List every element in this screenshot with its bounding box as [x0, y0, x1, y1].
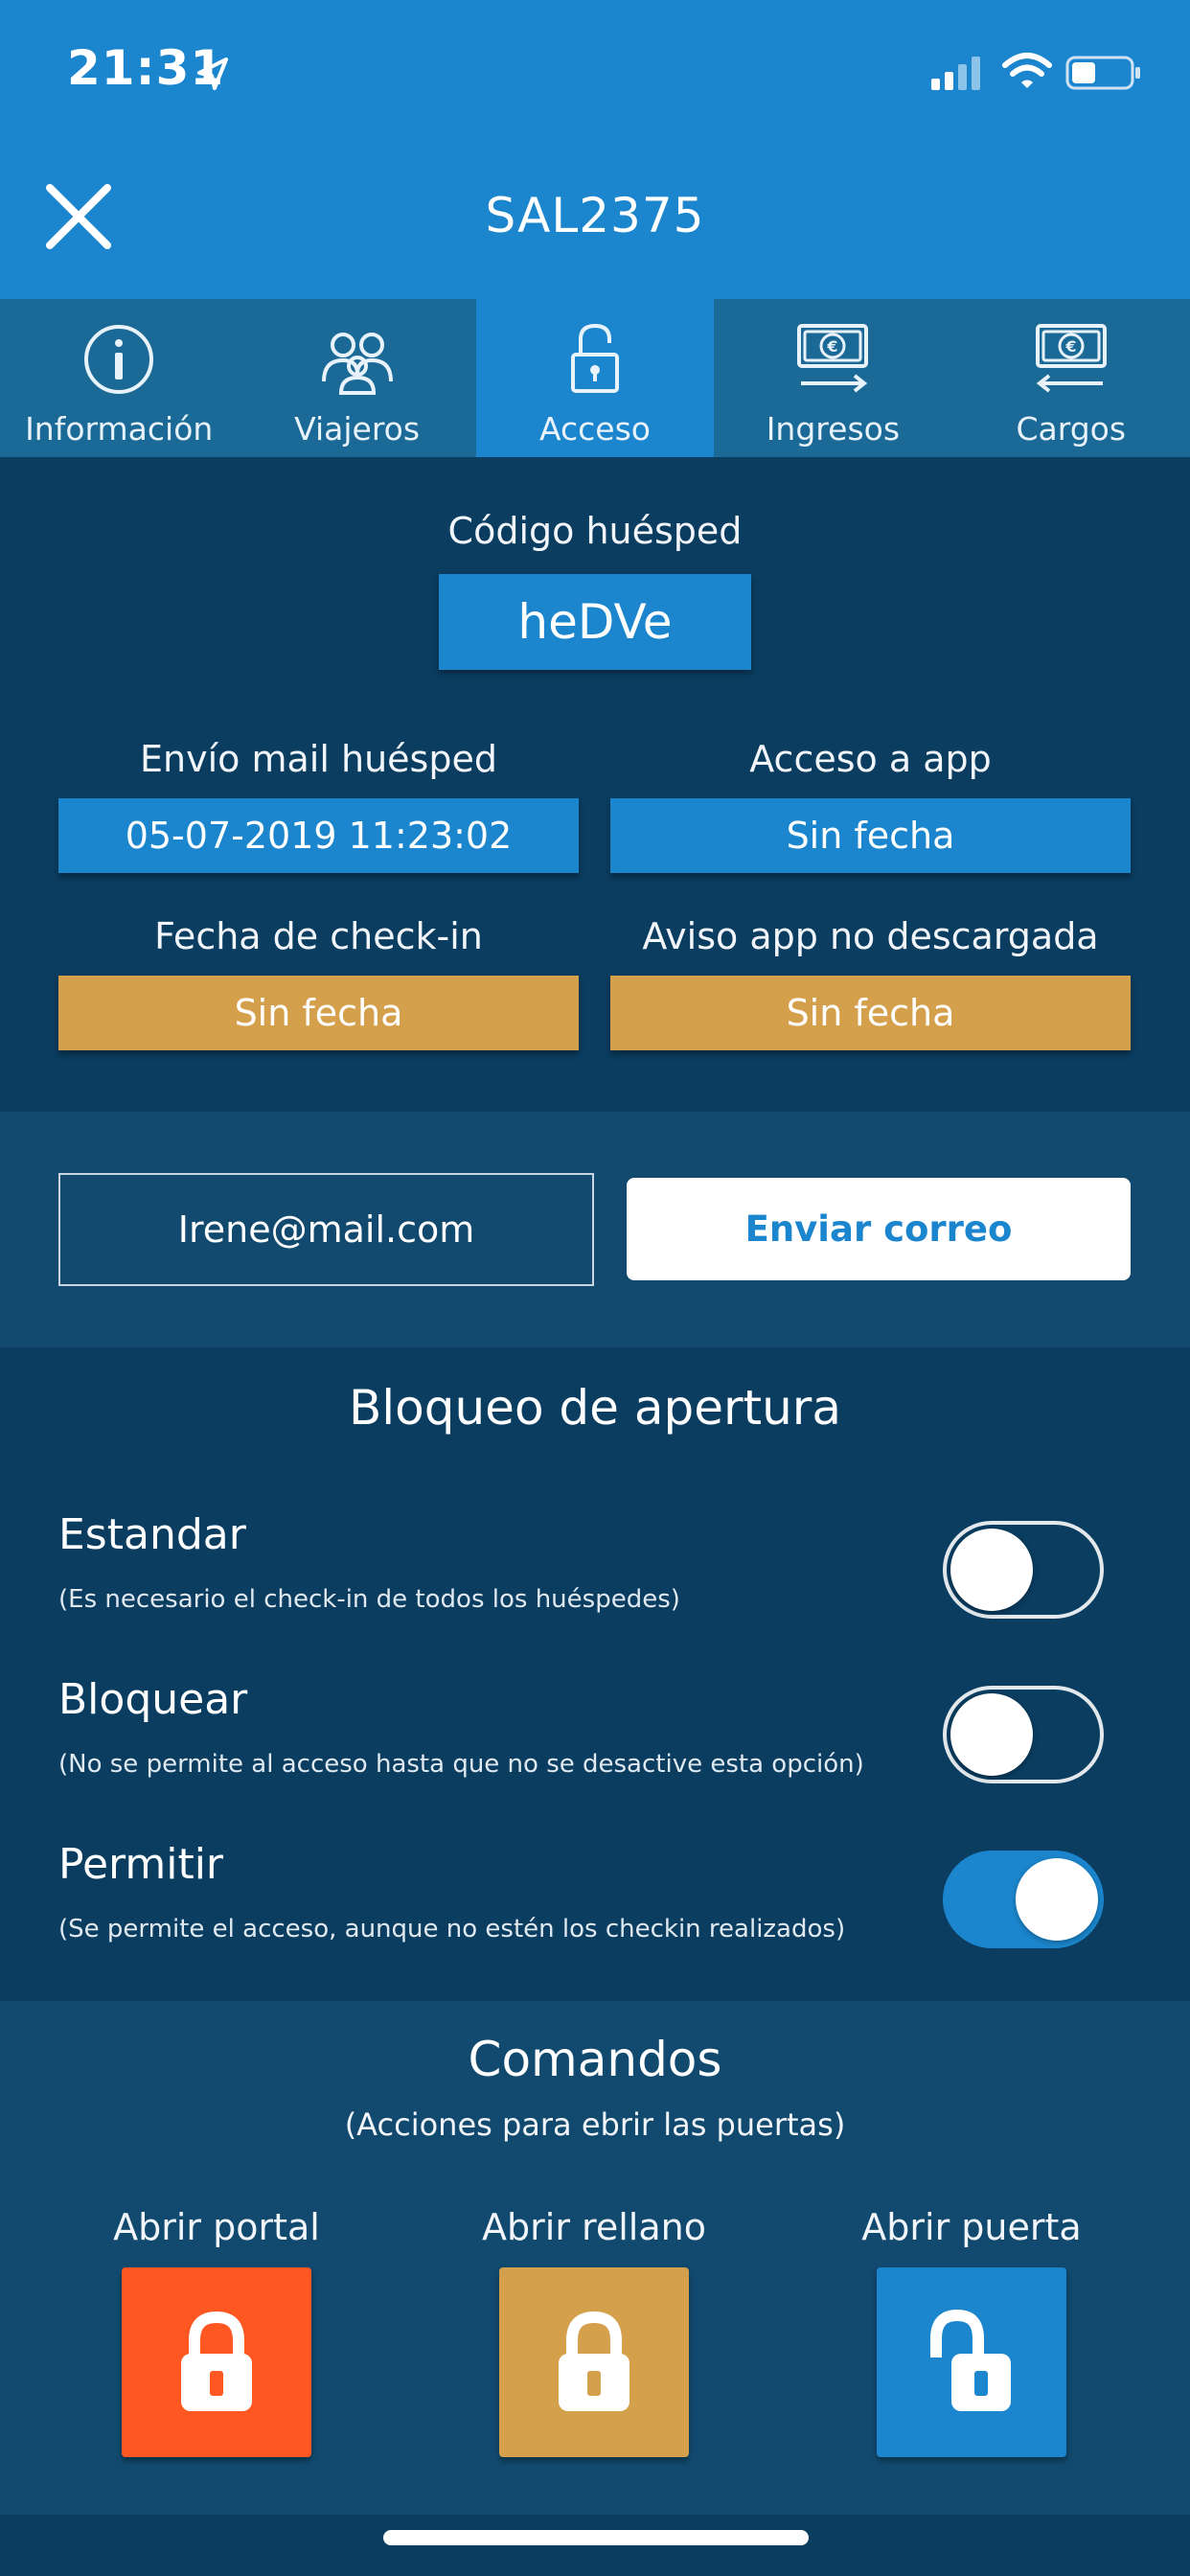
checkin-date-label: Fecha de check-in: [154, 915, 483, 957]
guest-code-label: Código huésped: [447, 510, 743, 552]
option-title-estandar: Estandar: [58, 1510, 246, 1559]
lock-open-icon: [928, 2310, 1015, 2415]
app-header: [0, 0, 1190, 299]
open-door-label: Abrir puerta: [861, 2206, 1082, 2248]
option-desc-bloquear: (No se permite al acceso hasta que no se desactive esta opción): [58, 1750, 864, 1779]
option-desc-permitir: (Se permite el acceso, aunque no estén los checkin realizados): [58, 1915, 846, 1944]
tab-viajeros[interactable]: [238, 299, 475, 457]
option-title-bloquear: Bloquear: [58, 1675, 248, 1724]
send-email-button[interactable]: Enviar correo: [627, 1178, 1131, 1280]
lock-icon: [552, 316, 638, 402]
page-title: SAL2375: [485, 188, 705, 243]
home-indicator[interactable]: [383, 2530, 809, 2545]
toggle-estandar[interactable]: [943, 1521, 1104, 1619]
app-access-value: Sin fecha: [610, 798, 1131, 873]
location-arrow-icon: [194, 56, 232, 94]
toggle-permitir[interactable]: [943, 1851, 1104, 1948]
tab-label: Acceso: [538, 410, 651, 448]
lock-closed-icon: [173, 2310, 260, 2415]
wifi-icon: [1001, 52, 1053, 90]
info-icon: [76, 316, 162, 402]
toggle-bloquear[interactable]: [943, 1686, 1104, 1783]
tab-label: Ingresos: [766, 410, 901, 448]
open-landing-button[interactable]: [499, 2267, 689, 2457]
app-notice-value: Sin fecha: [610, 976, 1131, 1050]
email-field[interactable]: Irene@mail.com: [58, 1173, 594, 1286]
battery-icon: [1065, 54, 1142, 92]
tab-label: Información: [25, 410, 214, 448]
tab-informacion[interactable]: [0, 299, 238, 457]
lock-section-title: Bloqueo de apertura: [348, 1380, 842, 1436]
travelers-icon: [314, 316, 400, 402]
tab-label: Cargos: [1016, 410, 1127, 448]
tab-label: Viajeros: [294, 410, 421, 448]
app-notice-label: Aviso app no descargada: [642, 915, 1099, 957]
money-in-icon: [790, 316, 876, 402]
tab-acceso[interactable]: [476, 299, 714, 457]
tab-ingresos[interactable]: [714, 299, 951, 457]
open-portal-label: Abrir portal: [113, 2206, 320, 2248]
toggle-knob: [950, 1529, 1033, 1611]
svg-text:€: €: [1065, 337, 1077, 356]
commands-title: Comandos: [468, 2032, 722, 2087]
svg-text:€: €: [827, 337, 838, 356]
money-out-icon: [1028, 316, 1114, 402]
guest-code-value: heDVe: [439, 574, 751, 670]
commands-subtitle: (Acciones para ebrir las puertas): [344, 2106, 846, 2143]
lock-closed-icon: [551, 2310, 637, 2415]
toggle-knob: [950, 1693, 1033, 1776]
mail-sent-label: Envío mail huésped: [140, 738, 497, 780]
tab-cargos[interactable]: [952, 299, 1190, 457]
bottom-safe-area: [0, 2515, 1190, 2576]
cell-signal-icon: [929, 56, 987, 90]
open-portal-button[interactable]: [122, 2267, 311, 2457]
tab-bar: [0, 299, 1190, 457]
option-title-permitir: Permitir: [58, 1840, 224, 1889]
toggle-knob: [1016, 1858, 1098, 1941]
option-desc-estandar: (Es necesario el check-in de todos los huéspedes): [58, 1585, 680, 1614]
checkin-date-value: Sin fecha: [58, 976, 579, 1050]
status-time: 21:31: [67, 40, 225, 96]
app-access-label: Acceso a app: [749, 738, 992, 780]
mail-sent-value: 05-07-2019 11:23:02: [58, 798, 579, 873]
open-landing-label: Abrir rellano: [482, 2206, 706, 2248]
open-door-button[interactable]: [877, 2267, 1066, 2457]
